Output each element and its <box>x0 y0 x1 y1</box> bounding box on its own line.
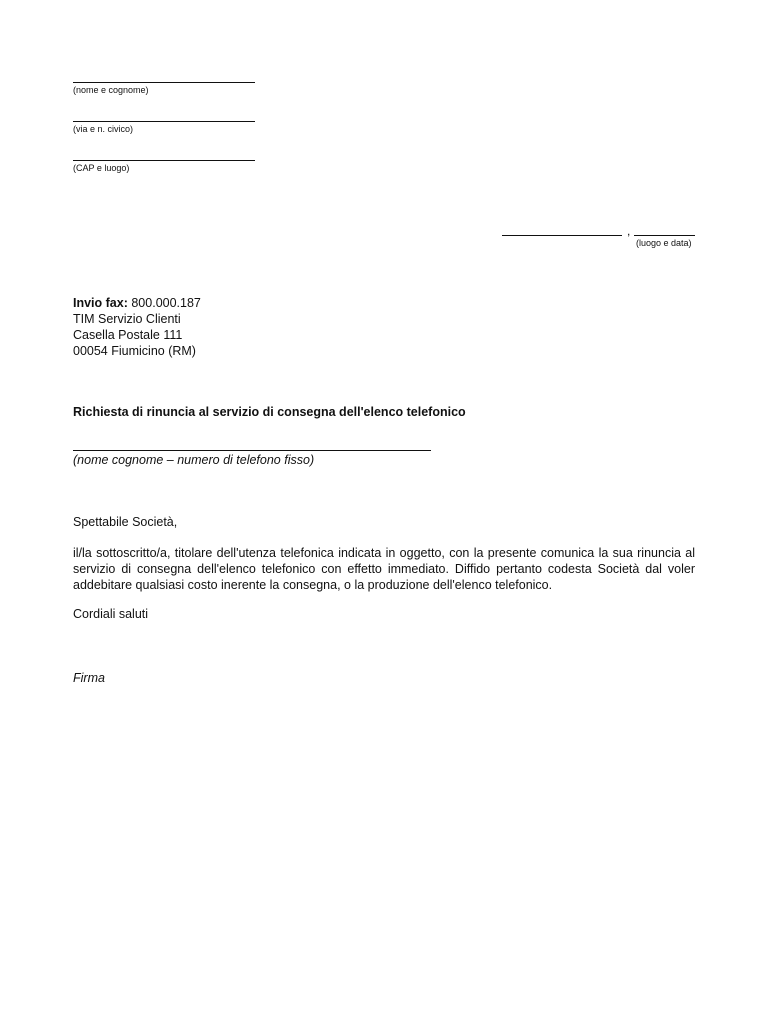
subject-field-line <box>73 450 431 451</box>
signature-label: Firma <box>73 671 105 685</box>
sender-street-line <box>73 121 255 122</box>
place-date-separator: , <box>627 224 631 238</box>
sender-city-caption: (CAP e luogo) <box>73 163 130 173</box>
closing: Cordiali saluti <box>73 607 149 621</box>
recipient-line-2: Casella Postale 111 <box>73 328 183 342</box>
fax-label: Invio fax: <box>73 296 128 310</box>
recipient-line-1: TIM Servizio Clienti <box>73 312 181 326</box>
date-line <box>634 235 695 236</box>
place-date-caption: (luogo e data) <box>636 238 692 248</box>
fax-line <box>73 295 201 311</box>
sender-city-line <box>73 160 255 161</box>
place-line <box>502 235 622 236</box>
salutation: Spettabile Società, <box>73 515 178 529</box>
recipient-address <box>73 295 201 359</box>
body-paragraph: il/la sottoscritto/a, titolare dell'utenza telefonica indicata in oggetto, con la presente comunica la sua rinuncia al servizio di consegna dell'elenco telefonico con effetto immediato. Diffido pertanto codesta Società dal voler addebitare qualsiasi costo inerente la consegna, o la produzione dell'elenco telefonico. <box>73 546 695 592</box>
fax-number: 800.000.187 <box>131 296 201 310</box>
subject-title: Richiesta di rinuncia al servizio di consegna dell'elenco telefonico <box>73 405 466 419</box>
recipient-line-3: 00054 Fiumicino (RM) <box>73 344 196 358</box>
sender-name-caption: (nome e cognome) <box>73 85 149 95</box>
sender-name-line <box>73 82 255 83</box>
subject-field-caption: (nome cognome – numero di telefono fisso) <box>73 453 315 467</box>
sender-street-caption: (via e n. civico) <box>73 124 134 134</box>
